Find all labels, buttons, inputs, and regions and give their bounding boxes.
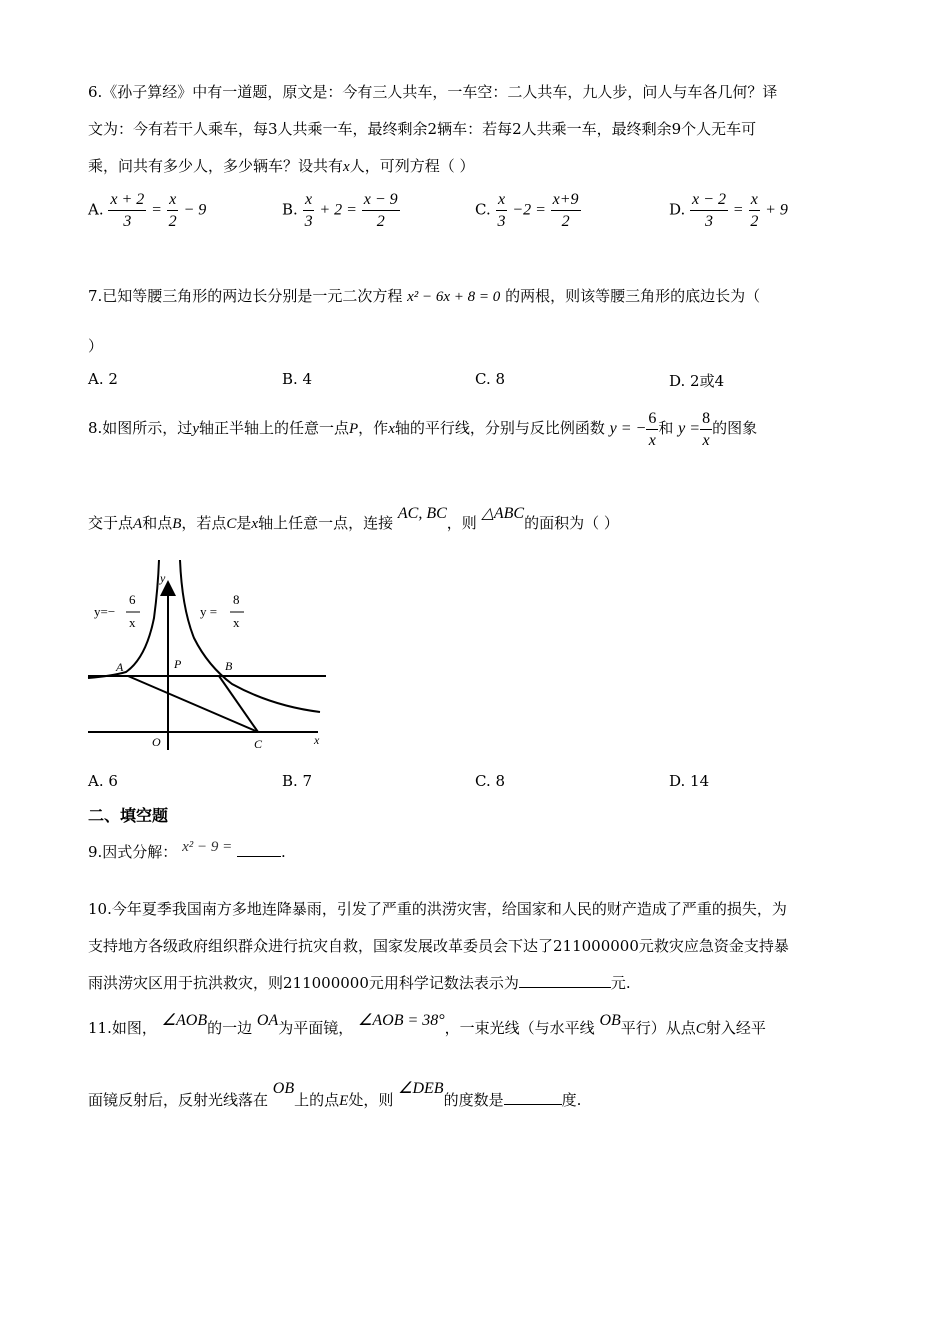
fraction: $\frac{x + 2}{3}$ xyxy=(110,191,145,230)
q8-option-d[interactable]: D. 14 xyxy=(669,772,710,790)
q9-answer-blank[interactable] xyxy=(237,842,281,857)
curve-right xyxy=(180,560,320,712)
q8-option-c[interactable]: C. 8 xyxy=(475,772,506,790)
q10-line-2: 支持地方各级政府组织群众进行抗灾自救，国家发展改革委员会下达了211000000元救灾应急资金支持暴 xyxy=(88,937,789,955)
label-c: C xyxy=(254,737,263,751)
q7-option-b[interactable]: B. 4 xyxy=(282,370,313,388)
label-x: x xyxy=(314,733,320,747)
fraction: $\frac{8}{x}$ xyxy=(702,409,711,449)
fraction: $\frac{6}{x}$ xyxy=(648,409,657,449)
q6-line-1: 6.《孙子算经》中有一道题，原文是：今有三人共车，一车空：二人共车，九人步，问人与车各几何？译 xyxy=(88,83,778,101)
q6-line-2: 文为：今有若干人乘车，每3人共乘一车，最终剩余2辆车：若每2人共乘一车，最终剩余9个人无车可 xyxy=(88,120,757,138)
q9-expression: x² − 9 = xyxy=(182,839,233,855)
fraction: $\frac{x}{3}$ xyxy=(497,191,506,230)
fn-right-prefix: y = xyxy=(200,604,218,619)
label-b: B xyxy=(225,659,233,673)
fraction: $\frac{x+9}{2}$ xyxy=(552,191,579,230)
q11-answer-blank[interactable] xyxy=(504,1090,562,1105)
fraction: $\frac{x - 9}{2}$ xyxy=(363,191,398,230)
q8-line-1: 8.如图所示，过y轴正半轴上的任意一点P，作x轴的平行线，分别与反比例函数 y = − $\frac{6}{x}$ 和 y = $\frac{8}{x}$ 的图象 xyxy=(88,409,758,449)
q10-answer-blank[interactable] xyxy=(519,973,611,988)
label-p: P xyxy=(174,657,182,671)
label-y: y xyxy=(160,571,166,585)
label-o: O xyxy=(152,735,161,749)
q7-line-1: 7.已知等腰三角形的两边长分别是一元二次方程 x² − 6x + 8 = 0 的两根，则该等腰三角形的底边长为（ xyxy=(88,287,761,305)
curve-left xyxy=(88,560,159,678)
fn-right-num: 8 xyxy=(233,592,240,607)
fn-left-prefix: y=− xyxy=(94,604,116,619)
q7-option-c[interactable]: C. 8 xyxy=(475,370,506,388)
fraction: $\frac{x}{2}$ xyxy=(168,191,177,230)
q10-line-1: 10.今年夏季我国南方多地连降暴雨，引发了严重的洪涝灾害，给国家和人民的财产造成了严重的损失，为 xyxy=(88,900,787,918)
q11-line-2: 面镜反射后，反射光线落在 OB上的点E处，则 ∠DEB的度数是 度. xyxy=(88,1080,582,1109)
q6-option-d[interactable]: D. $\frac{x - 2}{3}$ = $\frac{x}{2}$ + 9 xyxy=(669,191,788,230)
q8-option-b[interactable]: B. 7 xyxy=(282,772,313,790)
q6-option-a[interactable]: A. $\frac{x + 2}{3}$ = $\frac{x}{2}$ − 9 xyxy=(88,191,207,230)
q6-line-3: 乘，问共有多少人，多少辆车？设共有x人，可列方程（ ） xyxy=(88,157,475,175)
q9-line: 9.因式分解： x² − 9 = . xyxy=(88,839,286,861)
section-title: 二、填空题 xyxy=(88,806,169,825)
q7-option-d[interactable]: D. 2或4 xyxy=(669,372,725,390)
fraction: $\frac{x - 2}{3}$ xyxy=(692,191,726,230)
q8-line-2: 交于点A和点B，若点C是x轴上任意一点，连接 AC, BC，则 △ABC的面积为（ ） xyxy=(88,505,619,532)
q6-option-b[interactable]: B. $\frac{x}{3}$ + 2 = $\frac{x - 9}{2}$ xyxy=(282,191,398,230)
fraction: $\frac{x}{3}$ xyxy=(304,191,313,230)
fn-left-den: x xyxy=(129,615,136,630)
q11-line-1: 11.如图， ∠AOB的一边 OA为平面镜， ∠AOB = 38°，一束光线（与水平线 OB平行）从点C射入经平 xyxy=(88,1012,766,1037)
fraction: $\frac{x}{2}$ xyxy=(750,191,759,230)
q6-option-c[interactable]: C. $\frac{x}{3}$ −2 = $\frac{x+9}{2}$ xyxy=(475,191,579,230)
q8-figure xyxy=(82,558,332,758)
q7-line-2: ） xyxy=(88,337,104,355)
q7-equation: x² − 6x + 8 = 0 xyxy=(407,289,501,305)
fn-right-den: x xyxy=(233,615,240,630)
q7-option-a[interactable]: A. 2 xyxy=(88,370,118,388)
fn-left-num: 6 xyxy=(129,592,136,607)
q10-line-3: 雨洪涝灾区用于抗洪救灾，则211000000元用科学记数法表示为 元. xyxy=(88,974,631,992)
label-a: A xyxy=(116,660,124,674)
q8-option-a[interactable]: A. 6 xyxy=(88,772,118,790)
